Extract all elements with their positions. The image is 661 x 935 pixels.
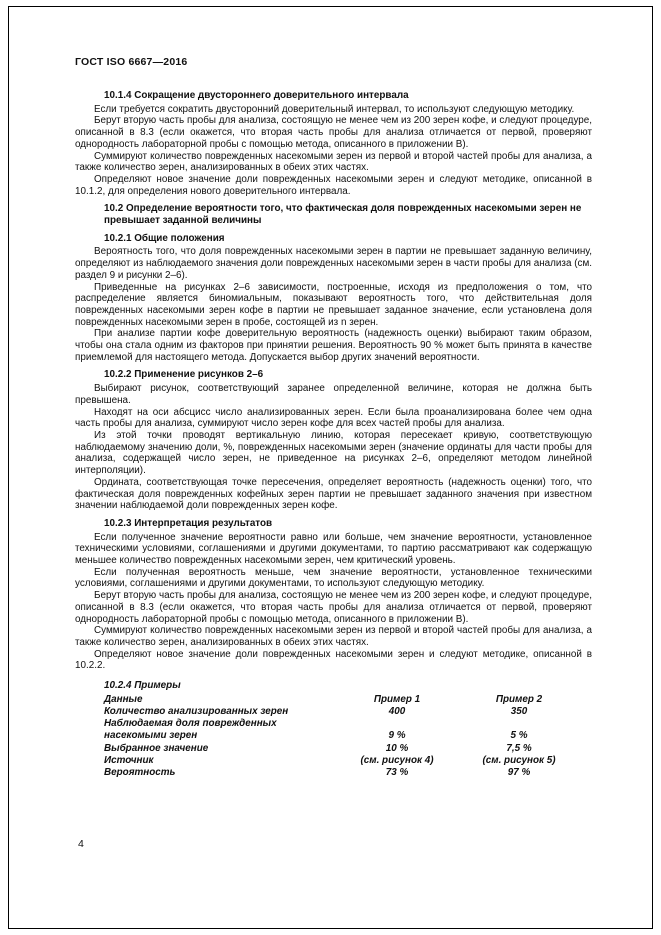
table-row-label: Выбранное значение (104, 742, 209, 754)
examples-table (104, 694, 592, 779)
table-value-example-2: 350 (510, 705, 528, 717)
heading-10-2-1: 10.2.1 Общие положения (104, 232, 225, 244)
table-header-data: Данные (104, 693, 143, 705)
paragraph: Берут вторую часть пробы для анализа, состоящую не менее чем из 200 зерен кофе, и следуют процедуре, описанной в 8.3 (если окажется, что вторая часть пробы для анализа отличается от первой, проверяют однородность лабораторной пробы с помощью метода, описанного в приложении В). (75, 115, 592, 150)
paragraph: Выбирают рисунок, соответствующий заранее определенной величине, которая не должна быть превышена. (75, 383, 592, 406)
standard-number-header: ГОСТ ISO 6667—2016 (75, 56, 188, 68)
table-value-example-2: (см. рисунок 5) (482, 754, 556, 766)
table-row (104, 706, 592, 718)
paragraph: Из этой точки проводят вертикальную линию, которая пересекает кривую, соответствующую наблюдаемому значению доли, %, поврежденных насекомыми зерен (значение ординаты для части пробы для анализа, содержащей число зерен, не приведенное на рисунках 2–6, определяют методом линейной интерполяции). (75, 429, 592, 477)
heading-10-2: 10.2 Определение вероятности того, что фактическая доля поврежденных насекомыми зерен не превышает заданной величины (104, 203, 582, 227)
paragraph: Определяют новое значение доли поврежденных насекомыми зерен и следуют методике, описанной в 10.2.2. (75, 648, 592, 672)
document-body (75, 84, 592, 779)
table-header-row (104, 694, 592, 706)
table-row-label: Источник (104, 754, 154, 766)
table-row-label: Вероятность (104, 766, 176, 778)
table-row-label: Количество анализированных зерен (104, 705, 289, 717)
paragraph: При анализе партии кофе доверительную вероятность (надежность оценки) выбирают таким образом, чтобы она стала одним из факторов при принятии решения. Вероятность 90 % может быть принята в качестве приемлемой для настоящего метода. Допускается выбор других значений вероятности. (75, 328, 592, 363)
table-row (104, 767, 592, 779)
table-value-example-1: 10 % (385, 742, 409, 754)
paragraph: Если требуется сократить двусторонний доверительный интервал, то используют следующую методику. (94, 103, 575, 115)
heading-10-1-4: 10.1.4 Сокращение двустороннего доверительного интервала (104, 90, 409, 101)
table-value-example-1: 9 % (388, 730, 406, 742)
paragraph: Если полученное значение вероятности равно или больше, чем значение вероятности, установленное техническими условиями, соглашениями и другими документами, то партию рассматривают как содержащую меньшее количество поврежденных насекомыми зерен, чем критический уровень. (75, 531, 592, 567)
table-value-example-2: 97 % (507, 766, 531, 778)
table-row (104, 755, 592, 767)
paragraph: Суммируют количество поврежденных насекомыми зерен из первой и второй частей пробы для анализа, а также количество зерен, анализированных в обеих этих частях. (75, 625, 592, 648)
page-number: 4 (78, 838, 84, 850)
paragraph: Приведенные на рисунках 2–6 зависимости, построенные, исходя из предположения о том, что распределение является биномиальным, показывают вероятность того, что действительная доля поврежденных насекомыми зерен кофе в партии не превышает заданное значение, если установлена доля поврежденных насекомыми зерен в пробе, состоящей из n зерен. (75, 281, 592, 328)
paragraph: Берут вторую часть пробы для анализа, состоящую не менее чем из 200 зерен кофе, и следуют процедуре, описанной в 8.3 (если окажется, что вторая часть пробы для анализа отличается от первой, проверяют однородность лабораторной пробы с помощью метода, описанного в приложении В). (75, 590, 592, 625)
paragraph: Определяют новое значение доли поврежденных насекомыми зерен и следуют методике, описанной в 10.1.2, для определения нового доверительного интервала. (75, 173, 592, 197)
paragraph: Ордината, соответствующая точке пересечения, определяет вероятность (надежность оценки) того, что фактическая доля поврежденных кофейных зерен партии не превышает заданного значения при известном значении наблюдаемой доли поврежденных зерен кофе. (75, 476, 592, 512)
table-value-example-1: (см. рисунок 4) (360, 754, 434, 766)
table-value-example-2: 7,5 % (506, 742, 532, 754)
table-header-example-2: Пример 2 (495, 693, 543, 705)
paragraph: Если полученная вероятность меньше, чем значение вероятности, установленное техническими условиями, соглашениями и другими документами, то используют следующую методику. (75, 566, 592, 590)
heading-10-2-2: 10.2.2 Применение рисунков 2–6 (104, 369, 264, 381)
table-value-example-2: 5 % (510, 730, 528, 742)
table-row-label: Наблюдаемая доля поврежденных насекомыми зерен (104, 718, 277, 742)
table-row (104, 743, 592, 755)
table-value-example-1: 400 (388, 705, 406, 717)
table-row (104, 718, 592, 742)
table-value-example-1: 73 % (385, 766, 409, 778)
paragraph: Находят на оси абсцисс число анализированных зерен. Если была проанализирована более чем одна часть пробы для анализа, суммируют число зерен кофе для всех частей пробы для анализа. (75, 406, 592, 430)
heading-10-2-4: 10.2.4 Примеры (104, 680, 181, 692)
paragraph: Вероятность того, что доля поврежденных насекомыми зерен в партии не превышает заданную величину, определяют из наблюдаемого значения доли поврежденных насекомыми зерен в части пробы для анализа (см. раздел 9 и рисунки 2–6). (75, 246, 592, 281)
paragraph: Суммируют количество поврежденных насекомыми зерен из первой и второй частей пробы для анализа, а также количество зерен, анализированных в обеих этих частях. (75, 150, 592, 174)
heading-10-2-3: 10.2.3 Интерпретация результатов (104, 517, 273, 529)
table-header-example-1: Пример 1 (373, 693, 421, 705)
